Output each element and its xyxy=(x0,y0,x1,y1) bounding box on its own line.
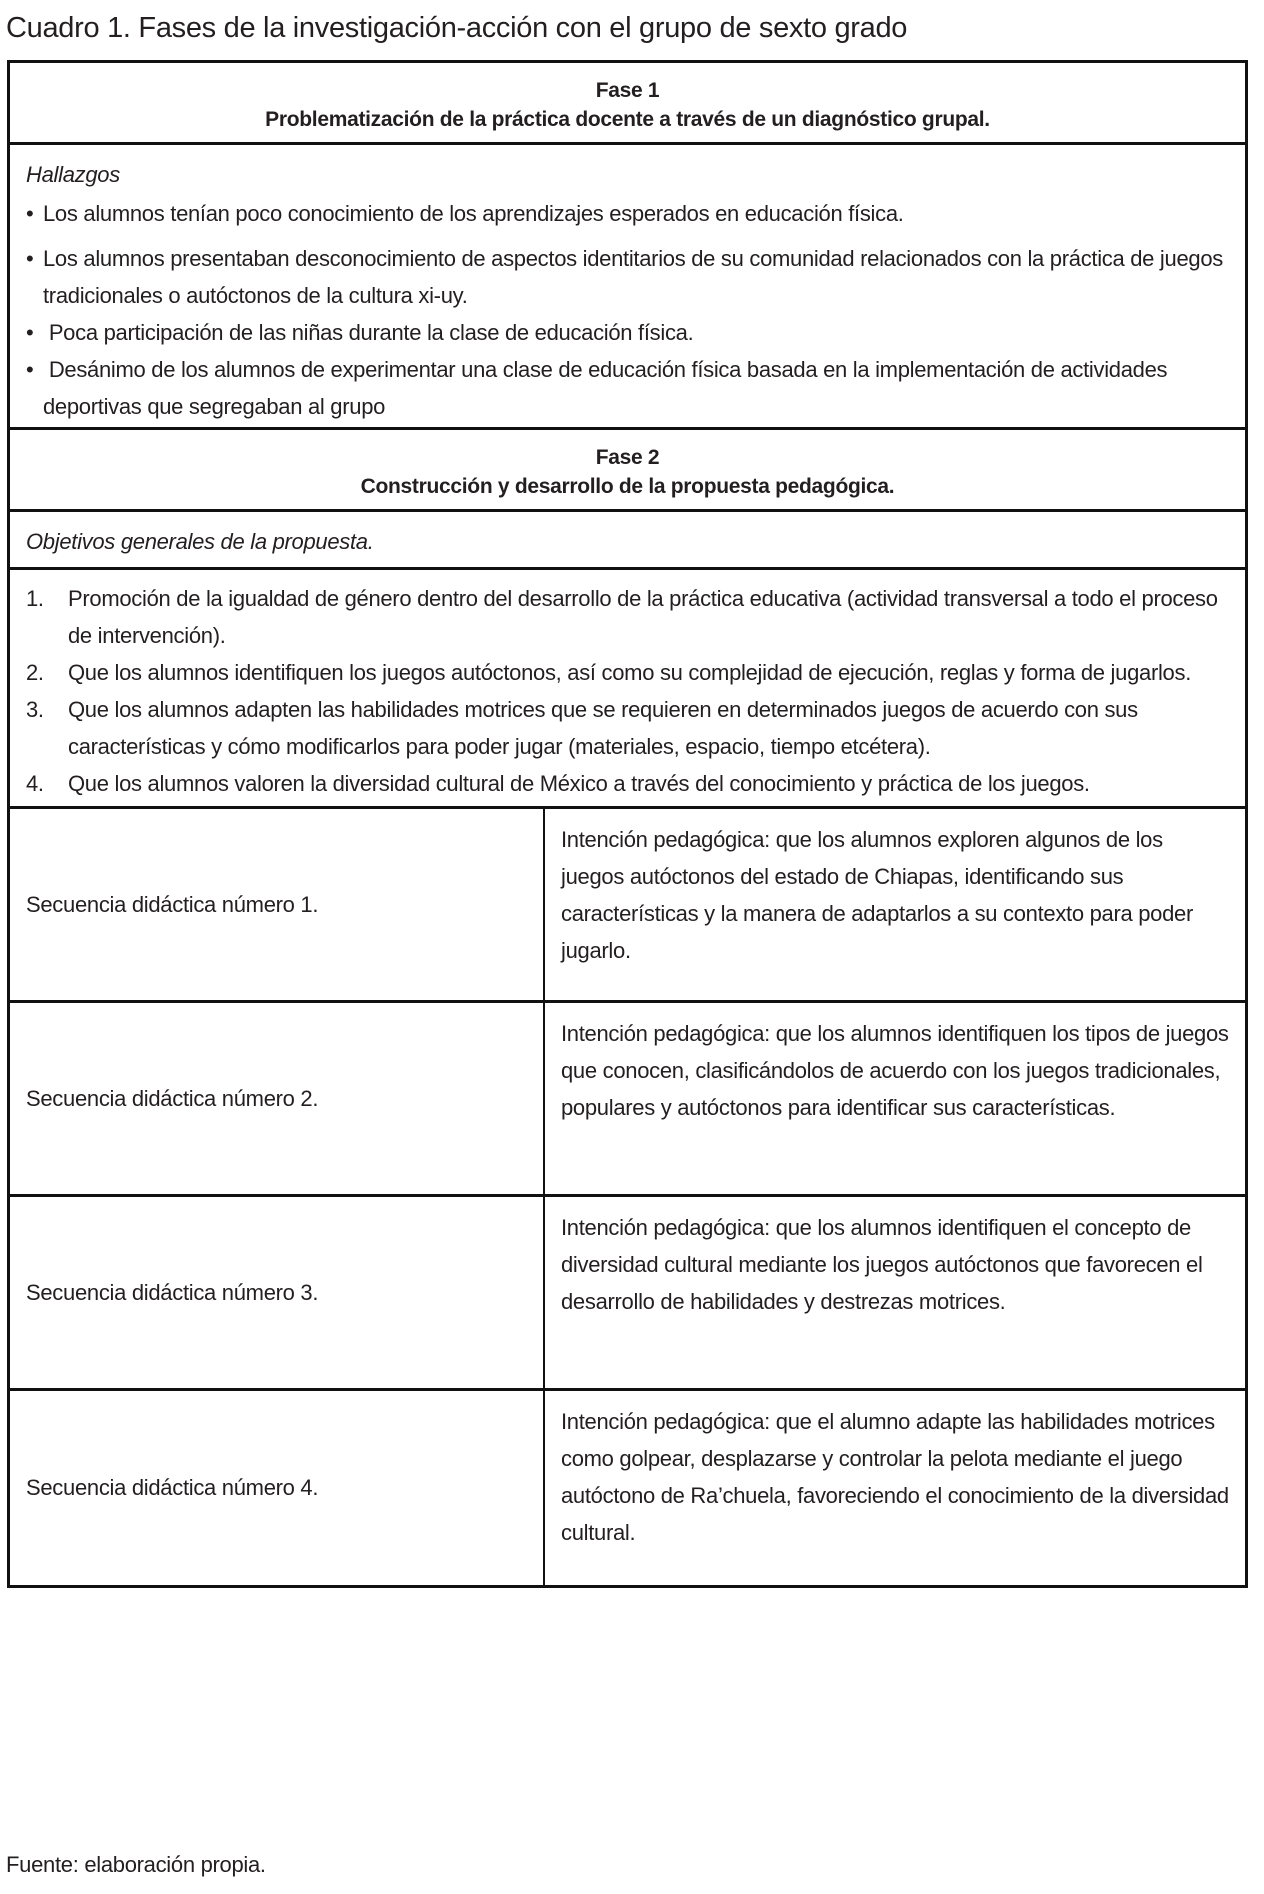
finding-item: • Los alumnos tenían poco conocimiento de los aprendizajes esperados en educación física. xyxy=(26,191,1229,236)
sequence-name: Secuencia didáctica número 4. xyxy=(10,1391,545,1585)
objective-item: 2. Que los alumnos identifiquen los juegos autóctonos, así como su complejidad de ejecución, reglas y forma de jugarlos. xyxy=(26,660,1192,685)
phase-2-subtitle: Construcción y desarrollo de la propuesta pedagógica. xyxy=(360,475,895,498)
phase-1-findings xyxy=(10,145,1245,430)
bullet-icon: • xyxy=(26,357,34,382)
sequence-name: Secuencia didáctica número 3. xyxy=(10,1197,545,1388)
sequence-row xyxy=(10,809,1245,1003)
bullet-icon: • xyxy=(26,246,34,271)
phase-1-header xyxy=(10,63,1245,145)
sequence-intent: Intención pedagógica: que los alumnos identifiquen los tipos de juegos que conocen, clasificándolos de acuerdo con los juegos tradicionales, populares y autóctonos para identificar sus características. xyxy=(561,1021,1229,1120)
sequence-intent: Intención pedagógica: que los alumnos identifiquen el concepto de diversidad cultural mediante los juegos autóctonos que favorecen el desarrollo de habilidades y destrezas motrices. xyxy=(561,1215,1203,1314)
objectives-list xyxy=(10,570,1245,809)
bullet-icon: • xyxy=(26,320,34,345)
sequence-row xyxy=(10,1003,1245,1197)
findings-label: Hallazgos xyxy=(26,162,120,187)
sequence-row xyxy=(10,1391,1245,1585)
finding-item: • Los alumnos presentaban desconocimiento de aspectos identitarios de su comunidad relacionados con la práctica de juegos tradicionales o autóctonos de la cultura xi-uy. xyxy=(26,240,1229,314)
phase-2-header xyxy=(10,430,1245,512)
source-note: Fuente: elaboración propia. xyxy=(6,1852,266,1877)
sequence-name: Secuencia didáctica número 1. xyxy=(10,809,545,1000)
phase-1-label: Fase 1 xyxy=(595,79,660,102)
sequence-intent: Intención pedagógica: que el alumno adapte las habilidades motrices como golpear, desplazarse y controlar la pelota mediante el juego autóctono de Ra’chuela, favoreciendo el conocimiento de la diversidad cultural. xyxy=(561,1409,1229,1545)
objective-item: 4. Que los alumnos valoren la diversidad cultural de México a través del conocimiento y práctica de los juegos. xyxy=(26,771,1090,796)
finding-item: • Desánimo de los alumnos de experimentar una clase de educación física basada en la implementación de actividades deportivas que segregaban al grupo xyxy=(26,351,1229,425)
bullet-icon: • xyxy=(26,201,34,226)
sequence-row xyxy=(10,1197,1245,1391)
phase-2-label: Fase 2 xyxy=(595,446,660,469)
sequence-name: Secuencia didáctica número 2. xyxy=(10,1003,545,1194)
phases-table xyxy=(7,60,1248,1588)
objective-item: 3. Que los alumnos adapten las habilidades motrices que se requieren en determinados juegos de acuerdo con sus características y cómo modificarlos para poder jugar (materiales, espacio, tiempo etcétera). xyxy=(26,697,1138,759)
objective-item: 1. Promoción de la igualdad de género dentro del desarrollo de la práctica educativa (actividad transversal a todo el proceso de intervención). xyxy=(26,586,1218,648)
finding-item: • Poca participación de las niñas durante la clase de educación física. xyxy=(26,314,1229,351)
sequence-intent: Intención pedagógica: que los alumnos exploren algunos de los juegos autóctonos del estado de Chiapas, identificando sus características y la manera de adaptarlos a su contexto para poder jugarlo. xyxy=(561,827,1194,963)
objectives-label: Objetivos generales de la propuesta. xyxy=(10,512,1245,570)
phase-1-subtitle: Problematización de la práctica docente a través de un diagnóstico grupal. xyxy=(265,108,990,131)
table-caption: Cuadro 1. Fases de la investigación-acción con el grupo de sexto grado xyxy=(6,12,908,44)
